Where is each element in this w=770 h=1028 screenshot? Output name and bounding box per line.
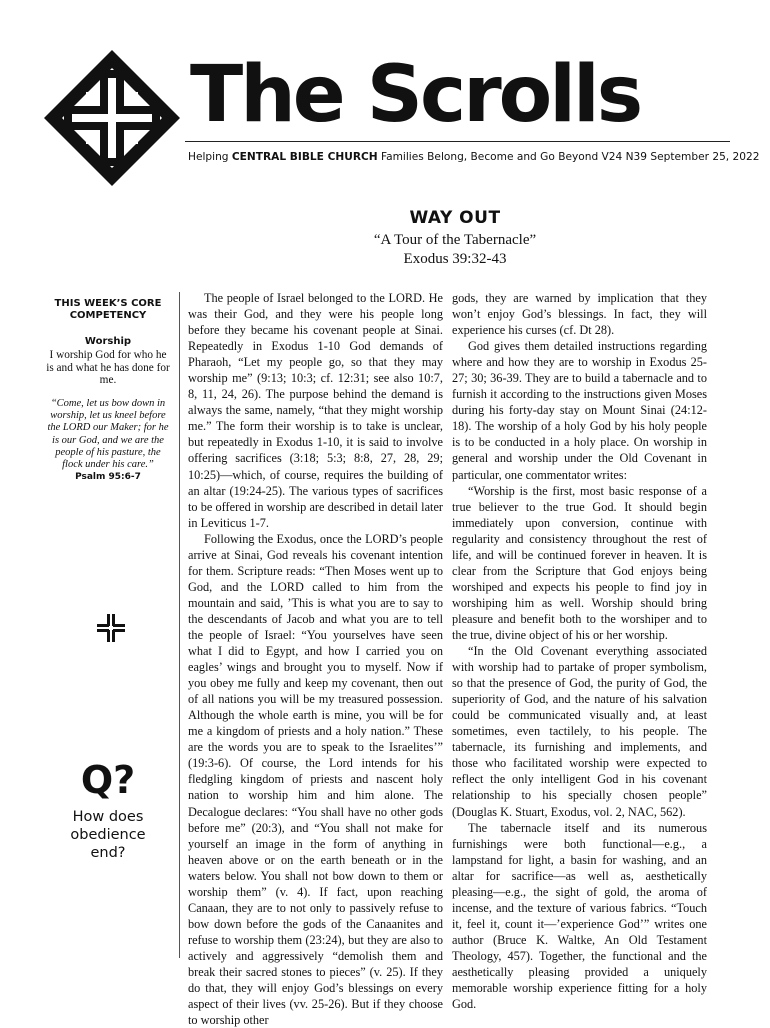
paragraph: The tabernacle itself and its numerous furnishings were both functional—e.g., a lampstand for light, a basin for washing, and an altar for sacrifice—as well as, aesthetically pleasing—e.g., the sight of gold, the aroma of incense, and the texture of various fabrics. “Touch it, feel it, count it—’experience God’” writes one author (Bruce K. Waltke, An Old Testament Theology, 457). Together, the functional and the aesthetically pleasing provided a uniquely memorable worship experience fitting for a holy God. (452, 820, 707, 1012)
article-column-2 (452, 290, 707, 1012)
paragraph: Following the Exodus, once the LORD’s people arrive at Sinai, God reveals his covenant intention for them. Scripture reads: “Then Moses went up to God, and the LORD called to him from the mountain and said, ’This is what you are to say to the descendants of Jacob and what you are to tell the people of Israel: “You yourselves have seen what I did to Egypt, and how I carried you on eagles’ wings and brought you to myself. Now if you obey me fully and keep my covenant, then out of all nations you will be my treasured possession. Although the whole earth is mine, you will be for me a kingdom of priests and a holy nation.” These are the words you are to speak to the Israelites’” (19:3-6). Of course, the Lord intends for his fledgling kingdom of priests and nascent holy nation to worship him and him alone. The Decalogue declares: “You shall have no other gods before me” (20:3), and “You shall not make for yourself an image in the form of anything in heaven above or on the earth beneath or in the waters below. You shall not bow down to them or worship them” (v. 4). If fact, upon reaching Canaan, they are to not only to passively refuse to bow down before the gods of the Canaanites and refuse to worship them (23:24), but they are also to actively and aggressively “demolish them and break their sacred stones to pieces” (v. 25). If they do that, they will enjoy God’s blessings on every aspect of their lives (vv. 25-26). But if they choose to worship other (188, 531, 443, 1028)
church-logo-icon (42, 48, 182, 188)
column-divider (179, 292, 180, 958)
article-subtitle: “A Tour of the Tabernacle” (373, 232, 537, 248)
sidebar-heading: THIS WEEK’S CORE COMPETENCY (54, 298, 162, 321)
paragraph: gods, they are warned by implication that they won’t enjoy God’s blessings. In fact, they will experience his curses (cf. Dt 28). (452, 291, 707, 338)
paragraph: “In the Old Covenant everything associated with worship had to partake of proper symbolism, so that the presence of God, the purity of God, the superiority of God, and the nature of his salvation could be communicated visually and, at least sometimes, even tactilely, to his people. The tabernacle, its furnishing and implements, and those who facilitated worship were expected to reflect the only intelligent God in his covenant relationship to his specially chosen people” (Douglas K. Stuart, Exodus, vol. 2, NAC, 562). (452, 644, 707, 819)
paragraph: God gives them detailed instructions regarding where and how they are to worship in Exodus 25-27; 30; 36-39. They are to build a tabernacle and to furnish it according to the instructions given Moses during his forty-day stay on Mount Sinai (24:12-18). The worship of a holy God by his holy people is to be conducted in a holy place. On worship in general and worship under the Old Covenant in particular, one commentator writes: (452, 339, 707, 482)
article-title: WAY OUT (409, 208, 501, 228)
paragraph: The people of Israel belonged to the LORD. He was their God, and they were his people long before they became his covenant people at Sinai. Repeatedly in Exodus 1-10 God demands of Pharaoh, “Let my people go, so that they may worship me” (9:13; 10:3; cf. 12:31; see also 10:7, 8, 11, 24, 26). The purpose behind the demand is always the same, namely, “that they might worship me.” The form their worship is to take is unclear, but repeatedly in Exodus 1-10, it is said to involve offering sacrifices (3:18; 5:3; 8:8, 27, 28, 29; 10:25)—which, of course, requires the building of an altar (19:24-25). The various types of sacrifices to be offered in worship are described in detail later in Leviticus 1-7. (188, 291, 443, 530)
core-competency-label: Worship (84, 336, 132, 347)
small-cross-icon (97, 614, 125, 642)
sidebar-quote: “Come, let us bow down in worship, let us kneel before the LORD our Maker; for he is our God, and we are the people of his pasture, the flock under his care.” (47, 398, 169, 471)
question-mark-graphic: Q? (80, 758, 136, 802)
masthead-title: The Scrolls (190, 50, 641, 140)
masthead-tagline: Helping CENTRAL BIBLE CHURCH Families Belong, Become and Go Beyond V24 N39 September 25, 2022 (188, 151, 760, 163)
core-competency-description: I worship God for who he is and what he has done for me. (46, 349, 170, 386)
scripture-reference: Exodus 39:32-43 (403, 251, 507, 267)
masthead-rule (185, 141, 730, 142)
sidebar-question: How does obedience end? (70, 809, 146, 861)
article-column-1 (188, 290, 443, 1028)
sidebar-quote-reference: Psalm 95:6-7 (75, 472, 141, 482)
paragraph: “Worship is the first, most basic response of a true believer to the true God. It should begin immediately upon conversion, continue with regularity and consistency throughout the rest of life, and will be continued forever in heaven. It is clear from the Scripture that God enjoys being worshiped and expects his people to find joy in worshiping him as well. Worship should bring pleasure and benefit both to the worshiper and to the true, divine object of his or her worship. (452, 483, 707, 642)
